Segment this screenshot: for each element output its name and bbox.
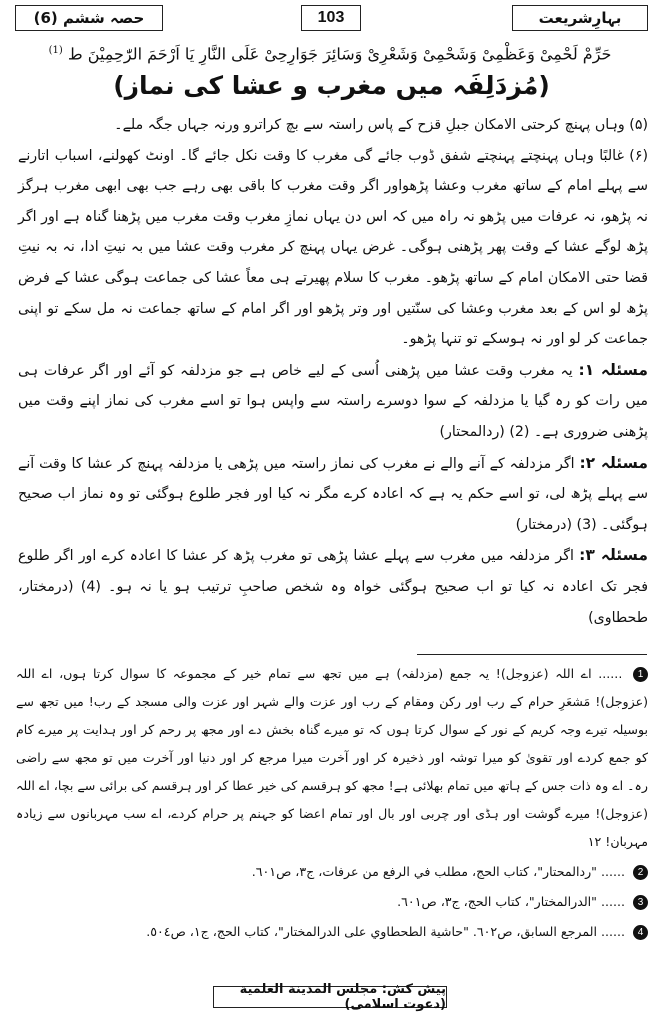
footnote-1 [16, 660, 648, 856]
footnote-divider [417, 654, 647, 655]
page-number: 103 [301, 5, 361, 31]
masala-1 [18, 355, 648, 448]
publisher-footer: پیش کش: مجلس المدينة العلمية (دعوت اسلامی) [213, 986, 447, 1008]
book-title: بہارِشریعت [512, 5, 648, 31]
masala-1-label: مسئلہ ۱: [578, 360, 648, 379]
footnote-number-2: 2 [633, 865, 648, 880]
footnote-number-1: 1 [633, 667, 648, 682]
footnote-text-2: ...... "ردالمحتار"، كتاب الحج، مطلب في الرفع من عرفات، ج٣، ص٦٠١. [251, 864, 625, 879]
masala-3-ref: (4) (درمختار، طحطاوی) [18, 578, 648, 626]
paragraph-6: (۶) غالبًا وہاں پہنچتے پہنچتے شفق ڈوب جائے گی مغرب کا وقت نکل جائے گا۔ اونٹ کھولنے، اسباب اتارنے سے پہلے امام کے ساتھ مغرب وعشا پڑھواور اگر وقت مغرب کا باقی بھی رہے جب بھی ابھی مغرب ہرگز نہ پڑھو، نہ عرفات میں پڑھو نہ راہ میں کہ اس دن یہاں نمازِ مغرب وقت مغرب میں پڑھنا گناہ ہے اور اگر پڑھ لوگے عشا کے وقت پھر پڑھنی ہوگی۔ غرض یہاں پہنچ کر مغرب وقت عشا میں بہ نیتِ ادا، نہ بہ نیتِ قضا حتی الامکان امام کے ساتھ پڑھو۔ مغرب کا سلام پھیرتے ہی معاً عشا کی جماعت ہوگی عشا کے فرض پڑھ لو اس کے بعد مغرب وعشا کی سنّتیں اور وتر پڑھو اور اگر امام کے ساتھ جماعت نہ مل سکے تو اپنی جماعت کر لو اور نہ ہوسکے تو تنہا پڑھو۔ [18, 147, 648, 348]
section-title: (مُزدَلِفَہ میں مغرب و عشا کی نماز) [113, 71, 550, 100]
masala-1-ref: (2) (ردالمحتار) [439, 423, 530, 440]
dua-ref: (1) [48, 45, 63, 56]
footnote-number-4: 4 [633, 925, 648, 940]
masala-2 [18, 448, 648, 541]
masala-2-ref: (3) (درمختار) [515, 516, 597, 533]
paragraph-5: (۵) وہاں پہنچ کرحتی الامکان جبلِ قزح کے پاس راستہ سے بچ کراترو ورنہ جہاں جگہ ملے۔ [114, 117, 648, 133]
main-body [18, 110, 648, 633]
footnote-number-3: 3 [633, 895, 648, 910]
footnote-text-4: ...... المرجع السابق، ص٦٠٢. "حاشية الطحطاوي على الدرالمختار"، كتاب الحج، ج١، ص٥٠٤. [146, 924, 625, 939]
masala-2-text: اگر مزدلفہ کے آنے والے نے مغرب کی نماز راستہ میں پڑھی یا مزدلفہ پہنچ کر عشا کا وقت آنے سے پہلے پڑھ لی، تو اسے حکم یہ ہے کہ اعادہ کرے مگر نہ کیا اور فجر طلوع ہوگئی تو وہ نماز اب صحیح ہوگئی۔ [18, 455, 648, 533]
dua-text: حَرِّمْ لَحْمِیْ وَعَظْمِیْ وَشَحْمِیْ وَشَعْرِیْ وَسَائِرَ جَوَارِحِیْ عَلَی النَّارِ یَا اَرْحَمَ الرّٰحِمِیْنَ ط [67, 44, 612, 64]
masala-2-label: مسئلہ ۲: [579, 453, 648, 472]
footnote-3 [16, 888, 648, 916]
masala-3-label: مسئلہ ۳: [579, 546, 648, 565]
footnote-text-3: ...... "الدرالمختار"، كتاب الحج، ج٣، ص٦٠١. [397, 894, 625, 909]
volume-label: حصہ ششم (6) [15, 5, 163, 31]
masala-3-text: اگر مزدلفہ میں مغرب سے پہلے عشا پڑھی تو مغرب پڑھ کر عشا کا اعادہ کرے اور اگر طلوع فجر تک اعادہ نہ کیا تو اب صحیح ہوگئی خواہ وہ شخص صاحبِ ترتیب ہو یا نہ ہو۔ [18, 548, 649, 595]
footnotes [16, 660, 648, 946]
footnote-4 [16, 918, 648, 946]
footnote-text-1: ...... اے اللہ (عزوجل)! یہ جمع (مزدلفہ) ہے میں تجھ سے تمام خیر کے مجموعہ کا سوال کرتا ہوں، اے اللہ (عزوجل)! مَشعَرِ حرام کے رب اور رکن ومقام کے رب اور عزت والے شہر اور عزت والی مسجد کے رب! میں تجھ سے بوسیلہ تیرے وجہ کریم کے نور کے سوال کرتا ہوں کہ تو میرے گناہ بخش دے اور مجھ پر رحم کر اور ہدایت پر میرے کام کو جمع کردے اور تقویٰ کو میرا توشہ اور ذخیرہ کر اور آخرت میرا مرجع کر اور دنیا اور آخرت میں تو مجھ سے راضی رہ۔ اے وہ ذات جس کے ہاتھ میں تمام بھلائی ہے! مجھ کو ہرقسم کی خیر عطا کر اور ہرقسم کی برائی سے بچا، اے اللہ (عزوجل)! میرے گوشت اور ہڈی اور چربی اور بال اور تمام اعضا کو جہنم پر حرام کردے، اے سب مہربانوں سے زیادہ مہربان! ۱۲ [16, 666, 648, 849]
masala-1-text: یہ مغرب وقت عشا میں پڑھنی اُسی کے لیے خاص ہے جو مزدلفہ کو آئے اور اگر عرفات ہی میں رات کو رہ گیا یا مزدلفہ کے سوا دوسرے راستہ سے واپس ہوا تو اسے مغرب کی نماز اپنے وقت میں پڑھنی ضروری ہے۔ [18, 362, 648, 440]
masala-3 [18, 540, 648, 633]
footnote-2 [16, 858, 648, 886]
